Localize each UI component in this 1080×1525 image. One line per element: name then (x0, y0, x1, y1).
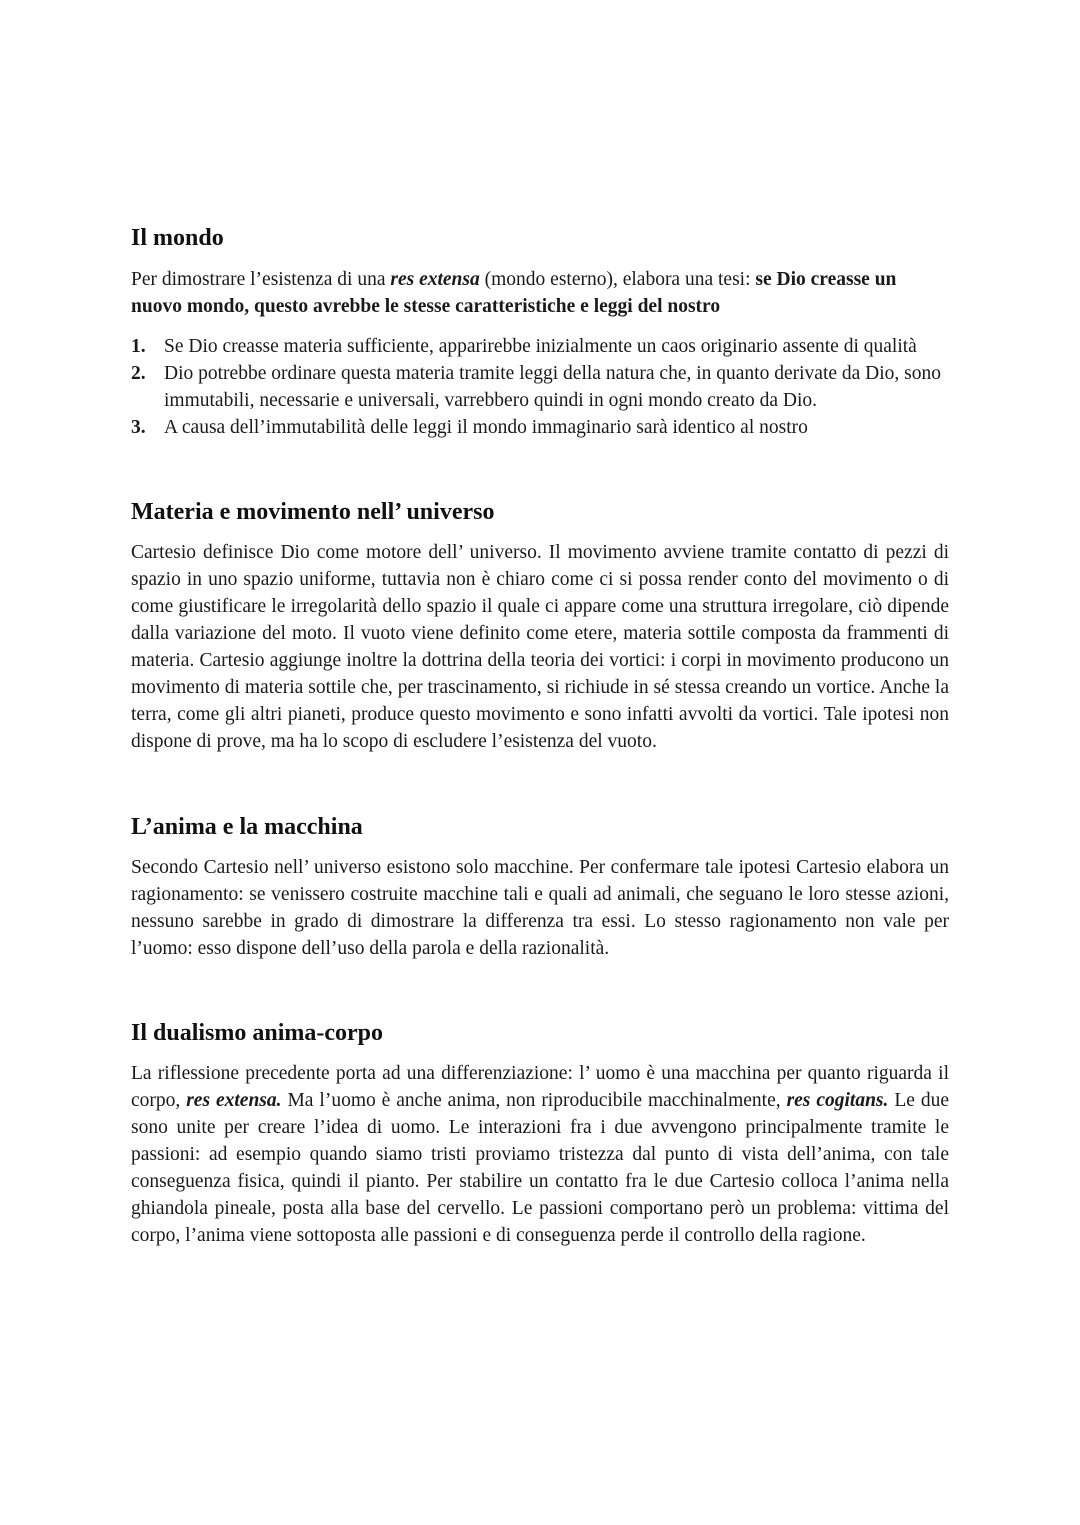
section-title: L’anima e la macchina (131, 814, 363, 840)
list-item-number: 2. (131, 363, 146, 384)
section-anima-e-macchina (131, 811, 949, 962)
section-body: Secondo Cartesio nell’ universo esistono solo macchine. Per confermare tale ipotesi Cartesio elabora un ragionamento: se venissero costruite macchine tali e quali ad animali, che seguano le loro stesse azioni, nessuno sarebbe in grado di dimostrare la differenza tra essi. Lo stesso ragionamento non vale per l’uomo: esso dispone dell’uso della parola e della razionalità. (131, 857, 949, 959)
numbered-list (131, 333, 949, 441)
section-body: Cartesio definisce Dio come motore dell’ universo. Il movimento avviene tramite contatto di pezzi di spazio in uno spazio uniforme, tuttavia non è chiaro come ci si possa render conto del movimento o di come giustificare le irregolarità dello spazio il quale ci appare come una struttura irregolare, ciò dipende dalla variazione del moto. Il vuoto viene definito come etere, materia sottile composta da frammenti di materia. Cartesio aggiunge inoltre la dottrina della teoria dei vortici: i corpi in movimento producono un movimento di materia sottile che, per trascinamento, si richiude in sé stessa creando un vortice. Anche la terra, come gli altri pianeti, produce questo movimento e sono infatti avvolti da vortici. Tale ipotesi non dispone di prove, ma ha lo scopo di escludere l’esistenza del vuoto. (131, 542, 949, 752)
section-dualismo-anima-corpo (131, 1017, 949, 1249)
section-materia-e-movimento (131, 496, 949, 755)
list-item-text: Dio potrebbe ordinare questa materia tramite leggi della natura che, in quanto derivate da Dio, sono immutabili, necessarie e universali, varrebbero quindi in ogni mondo creato da Dio. (164, 363, 942, 411)
section-title: Il dualismo anima-corpo (131, 1020, 384, 1046)
section-title: Il mondo (131, 225, 224, 251)
intro-italic-term: res extensa (390, 269, 480, 290)
section-body (131, 1060, 949, 1249)
list-item-number: 3. (131, 417, 146, 438)
list-item-text: Se Dio creasse materia sufficiente, apparirebbe inizialmente un caos originario assente di qualità (164, 336, 917, 357)
list-item-text: A causa dell’immutabilità delle leggi il mondo immaginario sarà identico al nostro (164, 417, 808, 438)
section-title: Materia e movimento nell’ universo (131, 499, 495, 525)
document-page (131, 222, 949, 1249)
intro-bold-thesis: se Dio creasse un nuovo mondo, questo avrebbe le stesse caratteristiche e leggi del nostro (131, 269, 897, 317)
term-res-cogitans: res cogitans. (786, 1090, 889, 1111)
list-item-number: 1. (131, 336, 146, 357)
term-res-extensa: res extensa. (186, 1090, 282, 1111)
list-item (131, 414, 949, 441)
body-text: Le due sono unite per creare l’idea di uomo. Le interazioni fra i due avvengono principalmente tramite le passioni: ad esempio quando siamo tristi proviamo tristezza dal punto di vista dell’anima, con tale conseguenza fisica, quindi il pianto. Per stabilire un contatto fra le due Cartesio colloca l’anima nella ghiandola pineale, posta alla base del cervello. Le passioni comportano però un problema: vittima del corpo, l’anima viene sottoposta alle passioni e di conseguenza perde il controllo della ragione. (131, 1090, 949, 1246)
intro-text-continued: (mondo esterno), elabora una tesi: (479, 269, 756, 290)
list-item (131, 360, 949, 414)
section-intro (131, 266, 949, 320)
list-item (131, 333, 949, 360)
body-text: La riflessione precedente porta ad una differenziazione: l’ uomo è una macchina per quanto riguarda il corpo, (131, 1063, 949, 1111)
body-text: Ma l’uomo è anche anima, non riproducibile macchinalmente, (281, 1090, 787, 1111)
intro-text: Per dimostrare l’esistenza di una (131, 269, 391, 290)
section-il-mondo (131, 222, 949, 441)
